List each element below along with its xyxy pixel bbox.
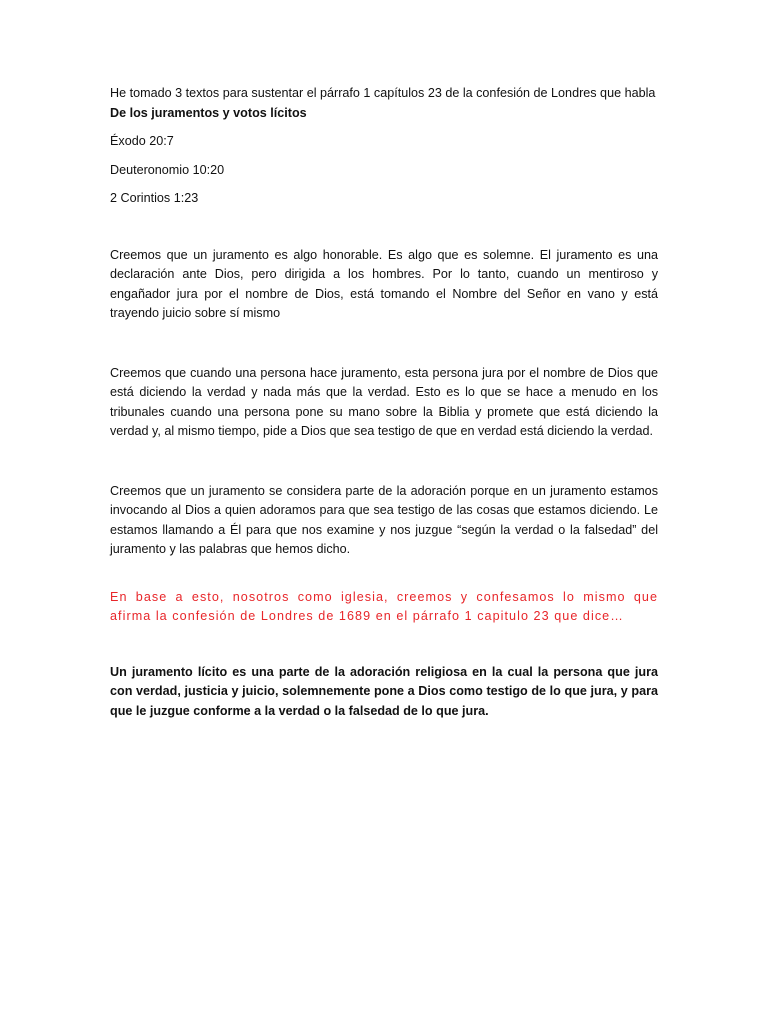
intro-bold-title: De los juramentos y votos lícitos xyxy=(110,105,307,120)
document-body xyxy=(110,84,658,721)
reference-corintios: 2 Corintios 1:23 xyxy=(110,191,199,205)
reference-exodo: Éxodo 20:7 xyxy=(110,134,174,148)
confession-quote-paragraph: Un juramento lícito es una parte de la adoración religiosa en la cual la persona que jura con verdad, justicia y juicio, solemnemente pone a Dios como testigo de lo que jura, y para que le juzgue conforme a la verdad o la falsedad de lo que jura. xyxy=(110,664,658,718)
intro-paragraph xyxy=(110,84,658,123)
paragraph-juramento-honorable: Creemos que un juramento es algo honorable. Es algo que es solemne. El juramento es una declaración ante Dios, pero dirigida a los hombres. Por lo tanto, cuando un mentiroso y engañador jura por el nombre de Dios, está tomando el Nombre del Señor en vano y está trayendo juicio sobre sí mismo xyxy=(110,247,658,320)
intro-text: He tomado 3 textos para sustentar el párrafo 1 capítulos 23 de la confesión de Londres que habla xyxy=(110,86,656,100)
reference-deuteronomio: Deuteronomio 10:20 xyxy=(110,162,225,177)
paragraph-jura-por-dios: Creemos que cuando una persona hace juramento, esta persona jura por el nombre de Dios que está diciendo la verdad y nada más que la verdad. Esto es lo que se hace a menudo en los tribunales cuando una persona pone su mano sobre la Biblia y promete que está diciendo la verdad y, al mismo tiempo, pide a Dios que sea testigo de que en verdad está diciendo la verdad. xyxy=(110,365,658,438)
red-highlight-paragraph: En base a esto, nosotros como iglesia, creemos y confesamos lo mismo que afirma la confesión de Londres de 1689 en el párrafo 1 capitulo 23 que dice… xyxy=(110,589,658,623)
paragraph-adoracion: Creemos que un juramento se considera parte de la adoración porque en un juramento estamos invocando al Dios a quien adoramos para que sea testigo de las cosas que estamos diciendo. Le estamos llamando a Él para que nos examine y nos juzgue “según la verdad o la falsedad” del juramento y las palabras que hemos dicho. xyxy=(110,483,658,556)
